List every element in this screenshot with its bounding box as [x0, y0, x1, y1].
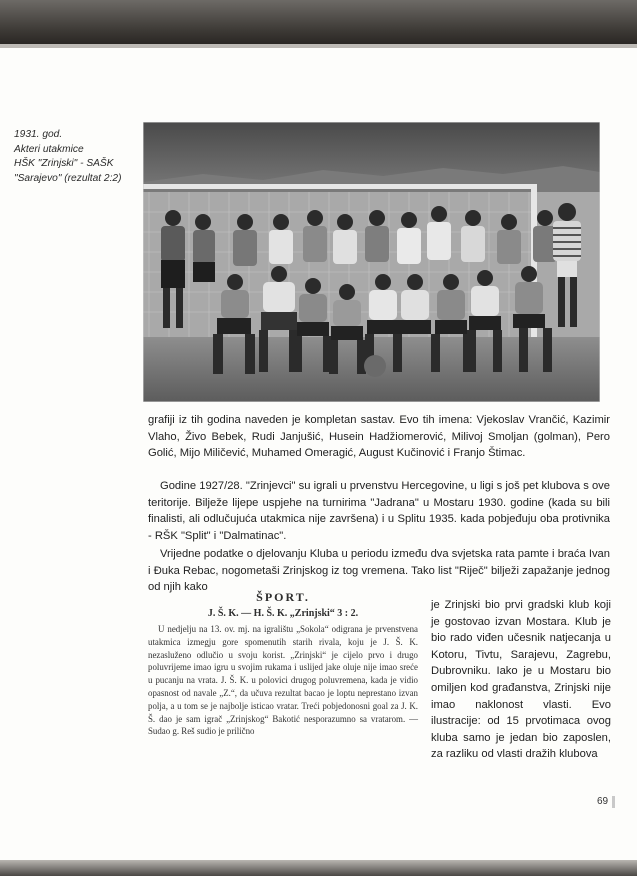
newspaper-clipping [148, 588, 418, 784]
caption-line-2: Akteri utakmice [14, 143, 84, 155]
page-bottom-shadow [0, 860, 637, 876]
margin-mark [612, 796, 615, 808]
photo-caption [14, 128, 142, 186]
clipping-subheading: J. Š. K. — H. Š. K. „Zrinjski“ 3 : 2. [207, 608, 359, 619]
paragraph-league [148, 478, 610, 544]
team-photo [143, 122, 600, 402]
caption-line-3: HŠK "Zrinjski" - SAŠK [14, 158, 114, 170]
clipping-heading: ŠPORT. [256, 590, 310, 604]
caption-line-4: "Sarajevo" (rezultat 2:2) [14, 172, 122, 184]
paragraph-1-text: grafiji iz tih godina naveden je kompletan sastav. Evo tih imena: Vjekoslav Vrančić, Kazimir Vlaho, Živo Bebek, Rudi Janjušić, Husein Hadžiomerović, Milivoj Smoljan (golman), Pero Golić, Mijo Miličević, Muhamed Omeragić, August Kučinović i Franjo Štimac. [148, 414, 610, 460]
caption-year: 1931. god. [14, 129, 63, 140]
paragraph-2-text: Godine 1927/28. "Zrinjevci" su igrali u prvenstvu Hercegovine, u ligi s još pet klubova s ove teritorije. Bilježe lijepe uspjehe na turnirima "Jadrana" u Mostaru 1930. godine (kada su bili finalisti, ali odlučujuća utakmica nije završena) i u Splitu 1935. kada pobjeđuju oba protivnika - RŠK "Split" i "Dalmatinac". [148, 480, 610, 542]
paragraph-player-list [148, 412, 610, 462]
page-number: 69 [597, 796, 609, 807]
page-top-edge [0, 44, 637, 48]
page-top-shadow [0, 0, 637, 44]
paragraph-3-text: Vrijedne podatke o djelovanju Kluba u periodu između dva svjetska rata pamte i braća Ivan i Đuka Rebac, nogometaši Zrinjskog iz tog vremena. Tako list "Riječ" bilježi zapažanje jednog od njih kako [148, 548, 610, 594]
paragraph-right-column: je Zrinjski bio prvi gradski klub koji je gostovao izvan Mostara. Klub je bio rado viđen učesnik natjecanja u Kotoru, Tivtu, Sarajevu, Zagrebu, Dubrovniku. Iako je u Mostaru bio omiljen kod građanstva, Zrinjski nije imao naklonost vlasti. Evo ilustracije: od 15 prvotimaca ovog kluba samo je jedan bio zaposlen, za razliku od vlasti dražih klubova [431, 599, 611, 761]
clipping-text: U nedjelju na 13. ov. mj. na igralištu „Sokola“ odigrana je prvenstvena utakmica izmegju gore spomenutih starih rivala, koju je J. Š. K. nezasluženo odlučio u svoju korist. „Zrinjski“ je cijelo prvo i drugo poluvrijeme imao igru u svojim rukama i uslijed jake oluje nije imao sreće u pucanju na vrata. J. Š. K. u polovici drugog poluvremena, kada je vidio opasnost od navale „Z.“, da učuva rezultat bacao je loptu neprestano izvan polja, a u tom se je najbolje isticao vratar. Treći pobjedonosni goal za J. K. Š. dao je sam igrač „Zrinjskog“ Bakotić nesporazumno sa vratarom. — Sudao g. Reš sudio je prilično [148, 624, 418, 737]
